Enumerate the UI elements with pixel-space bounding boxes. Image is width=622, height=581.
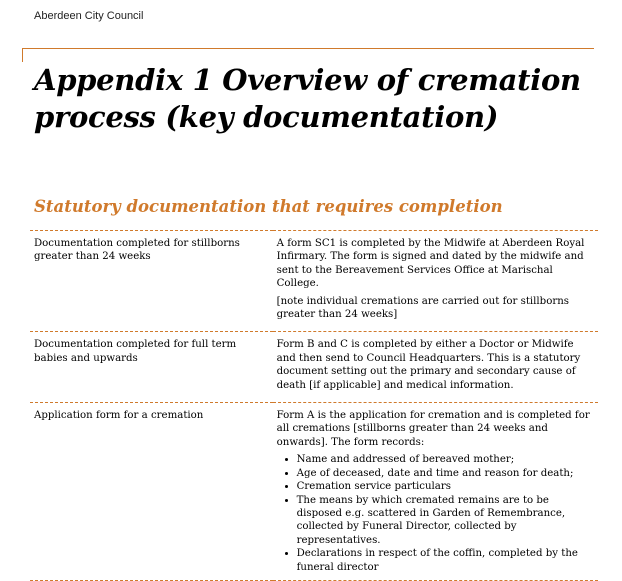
table-row (30, 332, 598, 403)
list-item: • Age of deceased, date and time and reason for death; (297, 467, 594, 480)
list-item: • Declarations in respect of the coffin, completed by the funeral director (297, 547, 594, 574)
description-paragraph: A form SC1 is completed by the Midwife at Aberdeen Royal Infirmary. The form is signed and dated by the midwife and sent to the Bereavement Services Office at Marischal College. (276, 238, 585, 290)
form-records-list (277, 453, 594, 574)
table-row (30, 231, 598, 332)
header-rule-tick (22, 48, 23, 62)
page-title: Appendix 1 Overview of cremation process (key documentation) (34, 63, 581, 134)
row-description (273, 231, 598, 332)
row-description (273, 403, 598, 581)
table-row (30, 403, 598, 581)
documentation-table (30, 230, 598, 581)
row-label: Documentation completed for stillborns greater than 24 weeks (30, 231, 273, 332)
description-paragraph: [note individual cremations are carried out for stillborns greater than 24 weeks] (276, 295, 569, 321)
section-subtitle: Statutory documentation that requires completion (34, 197, 503, 216)
description-paragraph: Form B and C is completed by either a Doctor or Midwife and then send to Council Headquarters. This is a statutory document setting out the primary and secondary cause of death [if applicable] and medical information. (276, 339, 581, 391)
row-label: Application form for a cremation (30, 403, 273, 581)
list-item: • The means by which cremated remains are to be disposed e.g. scattered in Garden of Remembrance, collected by Funeral Director, collected by representatives. (297, 494, 594, 548)
header-rule (22, 48, 594, 49)
description-paragraph: Form A is the application for cremation and is completed for all cremations [stillborns greater than 24 weeks and onwards]. The form records: (276, 410, 590, 448)
row-description (273, 332, 598, 403)
row-label: Documentation completed for full term babies and upwards (30, 332, 273, 403)
header-organization: Aberdeen City Council (34, 10, 144, 22)
list-item: • Cremation service particulars (297, 480, 594, 493)
list-item: • Name and addressed of bereaved mother; (297, 453, 594, 466)
